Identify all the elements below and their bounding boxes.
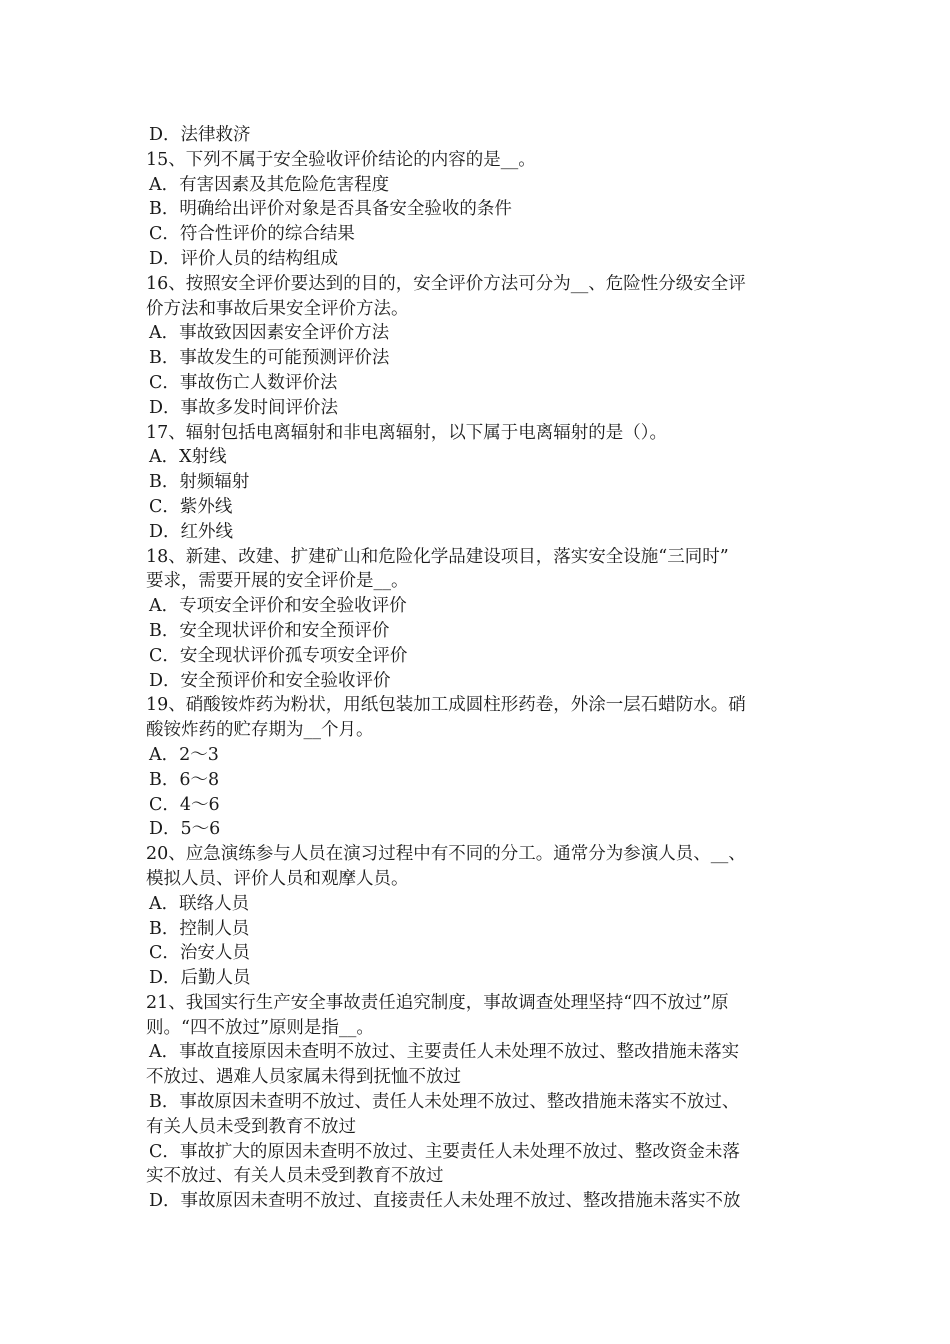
option-15-b: B．明确给出评价对象是否具备安全验收的条件 bbox=[149, 199, 512, 220]
option-16-b: B．事故发生的可能预测评价法 bbox=[149, 348, 390, 369]
option-19-c: C．4～6 bbox=[149, 794, 220, 815]
option-21-d: D．事故原因未查明不放过、直接责任人未处理不放过、整改措施未落实不放 bbox=[149, 1191, 741, 1212]
question-list bbox=[146, 123, 810, 1214]
option-20-d: D．后勤人员 bbox=[149, 968, 251, 989]
question-18: 18、新建、改建、扩建矿山和危险化学品建设项目，落实安全设施“三同时” bbox=[146, 546, 729, 567]
question-16: 16、按照安全评价要达到的目的，安全评价方法可分为__、危险性分级安全评 bbox=[146, 273, 746, 294]
option-19-d: D．5～6 bbox=[149, 819, 221, 840]
option-20-b: B．控制人员 bbox=[149, 918, 250, 939]
question-15: 15、下列不属于安全验收评价结论的内容的是__。 bbox=[146, 149, 536, 170]
option-17-a: A．X射线 bbox=[149, 447, 227, 468]
option-15-c: C．符合性评价的综合结果 bbox=[149, 224, 355, 245]
question-20-continued: 模拟人员、评价人员和观摩人员。 bbox=[146, 868, 409, 889]
question-19-continued: 酸铵炸药的贮存期为__个月。 bbox=[146, 720, 374, 741]
option-15-d: D．评价人员的结构组成 bbox=[149, 248, 339, 269]
question-20: 20、应急演练参与人员在演习过程中有不同的分工。通常分为参演人员、__、 bbox=[146, 844, 746, 865]
option-17-b: B．射频辐射 bbox=[149, 472, 250, 493]
question-19: 19、硝酸铵炸药为粉状，用纸包装加工成圆柱形药卷，外涂一层石蜡防水。硝 bbox=[146, 695, 746, 716]
option-21-b-continued: 有关人员未受到教育不放过 bbox=[146, 1116, 356, 1137]
question-21: 21、我国实行生产安全事故责任追究制度，事故调查处理坚持“四不放过”原 bbox=[146, 992, 729, 1013]
question-18-continued: 要求，需要开展的安全评价是__。 bbox=[146, 571, 409, 592]
option-16-a: A．事故致因因素安全评价方法 bbox=[149, 323, 390, 344]
option-21-b: B．事故原因未查明不放过、责任人未处理不放过、整改措施未落实不放过、 bbox=[149, 1092, 740, 1113]
option-17-d: D．红外线 bbox=[149, 521, 234, 542]
option-19-b: B．6～8 bbox=[149, 769, 220, 790]
option-18-a: A．专项安全评价和安全验收评价 bbox=[149, 596, 407, 617]
question-17: 17、辐射包括电离辐射和非电离辐射，以下属于电离辐射的是（）。 bbox=[146, 422, 668, 443]
option-21-a: A．事故直接原因未查明不放过、主要责任人未处理不放过、整改措施未落实 bbox=[149, 1042, 740, 1063]
option-17-c: C．紫外线 bbox=[149, 496, 233, 517]
option-20-c: C．治安人员 bbox=[149, 943, 250, 964]
option-15-a: A．有害因素及其危险危害程度 bbox=[149, 174, 390, 195]
question-16-continued: 价方法和事故后果安全评价方法。 bbox=[146, 298, 409, 319]
option-21-c-continued: 实不放过、有关人员未受到教育不放过 bbox=[146, 1166, 444, 1187]
option-14-d: D．法律救济 bbox=[149, 125, 251, 145]
option-20-a: A．联络人员 bbox=[149, 893, 250, 914]
option-21-c: C．事故扩大的原因未查明不放过、主要责任人未处理不放过、整改资金未落 bbox=[149, 1141, 740, 1162]
option-16-c: C．事故伤亡人数评价法 bbox=[149, 372, 338, 393]
option-19-a: A．2～3 bbox=[149, 744, 219, 765]
option-18-c: C．安全现状评价孤专项安全评价 bbox=[149, 645, 408, 666]
option-18-b: B．安全现状评价和安全预评价 bbox=[149, 620, 390, 641]
question-21-continued: 则。“四不放过”原则是指__。 bbox=[146, 1017, 374, 1038]
option-16-d: D．事故多发时间评价法 bbox=[149, 397, 339, 418]
option-18-d: D．安全预评价和安全验收评价 bbox=[149, 670, 391, 691]
option-21-a-continued: 不放过、遇难人员家属未得到抚恤不放过 bbox=[146, 1067, 461, 1088]
